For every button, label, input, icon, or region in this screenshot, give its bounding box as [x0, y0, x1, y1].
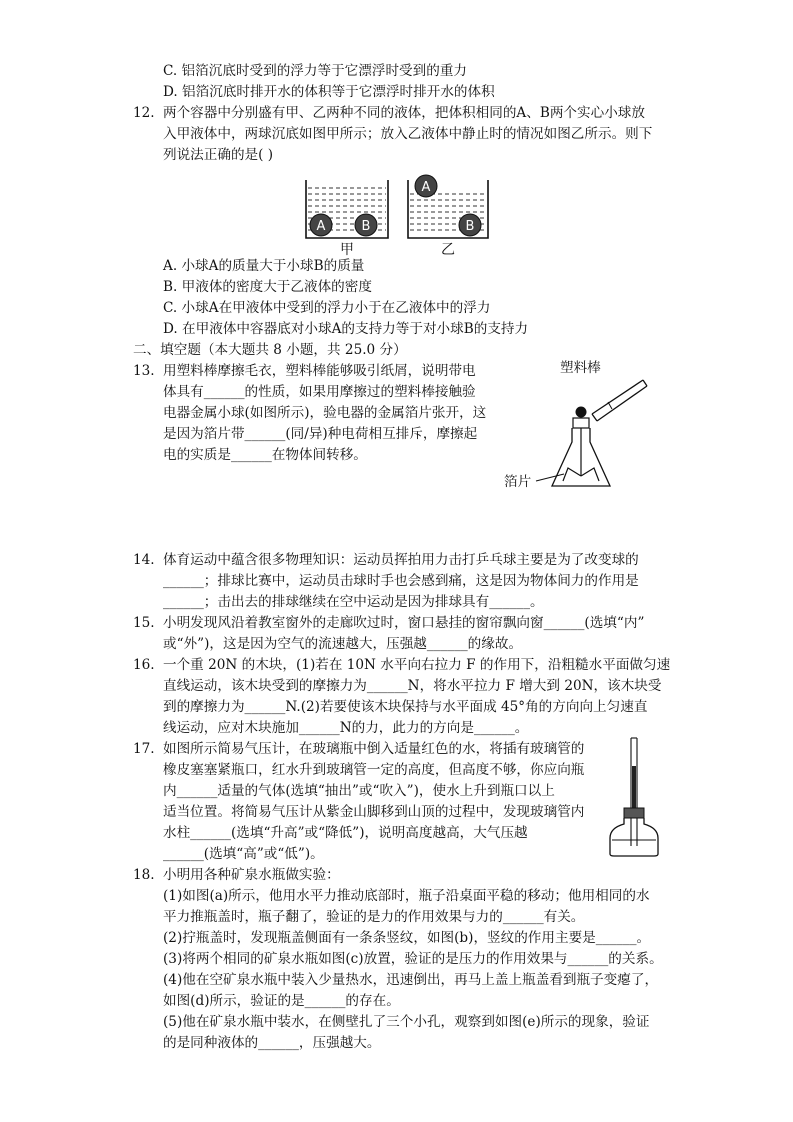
option-a: A. 小球A的质量大于小球B的质量 [163, 258, 365, 274]
glass-bottle [610, 818, 658, 856]
question-text: 两个容器中分别盛有甲、乙两种不同的液体，把体积相同的A、B两个实心小球放 [163, 105, 645, 121]
question-text: 电器金属小球(如图所示)，验电器的金属箔片张开，这 [163, 405, 487, 421]
stopper [573, 418, 589, 428]
question-text: 如图所示简易气压计，在玻璃瓶中倒入适量红色的水，将插有玻璃管的 [163, 741, 585, 757]
question-text: 如图(d)所示，验证的是______的存在。 [163, 993, 400, 1009]
question-text: (4)他在空矿泉水瓶中装入少量热水，迅速倒出，再马上盖上瓶盖看到瓶子变瘪了， [163, 972, 659, 988]
question-text: 用塑料棒摩擦毛衣，塑料棒能够吸引纸屑，说明带电 [163, 363, 476, 379]
ball-a-label: A [421, 180, 431, 195]
question-text: 电的实质是______在物体间转移。 [163, 447, 367, 463]
question-text: (5)他在矿泉水瓶中装水，在侧壁扎了三个小孔，观察到如图(e)所示的现象，验证 [163, 1014, 650, 1030]
glass-tube [631, 738, 637, 846]
question-text: 橡皮塞塞紧瓶口，红水升到玻璃管一定的高度，但高度不够，你应向瓶 [163, 762, 585, 778]
container-yi [408, 175, 488, 258]
option-b: B. 甲液体的密度大于乙液体的密度 [163, 279, 372, 295]
question-text: ______；排球比赛中，运动员击球时手也会感到痛，这是因为物体间力的作用是 [163, 573, 639, 589]
option-d-prev: D. 铝箔沉底时排开水的体积等于它漂浮时排开水的体积 [163, 84, 495, 100]
question-text: ______(选填“高”或“低”)。 [163, 846, 324, 862]
question-text: 是因为箔片带______(同/异)种电荷相互排斥，摩擦起 [163, 426, 478, 442]
container-jia [306, 180, 388, 258]
foil-left [563, 468, 581, 481]
caption-jia: 甲 [340, 242, 354, 258]
question-text: 的是同种液体的______，压强越大。 [163, 1035, 381, 1051]
question-number: 15. [133, 615, 155, 631]
question-text: 或“外”)，这是因为空气的流速越大，压强越______的缘故。 [163, 636, 523, 652]
question-text: 到的摩擦力为______N.(2)若要使该木块保持与水平面成 45°角的方向向上匀速直 [163, 699, 648, 715]
electroscope-figure [500, 356, 650, 491]
question-text: 体具有______的性质，如果用摩擦过的塑料棒接触验 [163, 384, 476, 400]
ball-b-label: B [465, 219, 475, 234]
question-text: 线运动，应对木块施加______N的力，此力的方向是______。 [163, 720, 529, 736]
rod-label: 塑料棒 [560, 360, 601, 376]
question-number: 14. [133, 552, 155, 568]
caption-yi: 乙 [441, 242, 455, 258]
question-text: (2)拧瓶盖时，发现瓶盖侧面有一条条竖纹，如图(b)，竖纹的作用主要是______。 [163, 930, 651, 946]
question-text: 体育运动中蕴含很多物理知识：运动员挥拍用力击打乒乓球主要是为了改变球的 [163, 552, 639, 568]
question-text: 适当位置。将简易气压计从紫金山脚移到山顶的过程中，发现玻璃管内 [163, 804, 585, 820]
option-c-prev: C. 铝箔沉底时受到的浮力等于它漂浮时受到的重力 [163, 63, 468, 79]
question-text: 小明发现风沿着教室窗外的走廊吹过时，窗口悬挂的窗帘飘向窗______(选填“内” [163, 615, 645, 631]
question-text: 小明用各种矿泉水瓶做实验： [163, 867, 340, 883]
question-text: (1)如图(a)所示，他用水平力推动底部时，瓶子沿桌面平稳的移动；他用相同的水 [163, 888, 650, 904]
question-text: ______；击出去的排球继续在空中运动是因为排球具有______。 [163, 594, 544, 610]
ball-b-label: B [361, 219, 371, 234]
question-number: 18. [133, 867, 155, 883]
question-text: 直线运动，该木块受到的摩擦力为______N，将水平拉力 F 增大到 20N，该木块受 [163, 678, 662, 694]
foil-label: 箔片 [504, 474, 532, 490]
question-text: 列说法正确的是( ) [163, 147, 274, 163]
question-text: 平力推瓶盖时，瓶子翻了，验证的是力的作用效果与力的______有关。 [163, 909, 585, 925]
question-text: (3)将两个相同的矿泉水瓶如图(c)放置，验证的是压力的作用效果与______的关系。 [163, 951, 663, 967]
question-text: 入甲液体中，两球沉底如图甲所示；放入乙液体中静止时的情况如图乙所示。则下 [163, 126, 653, 142]
option-c: C. 小球A在甲液体中受到的浮力小于在乙液体中的浮力 [163, 300, 491, 316]
section-heading: 二、填空题（本大题共 8 小题，共 25.0 分） [133, 342, 407, 358]
metal-ball [576, 407, 587, 418]
ball-a-label: A [316, 219, 326, 234]
option-d: D. 在甲液体中容器底对小球A的支持力等于对小球B的支持力 [163, 321, 529, 337]
question-text: 内______适量的气体(选填“抽出”或“吹入”)，使水上升到瓶口以上 [163, 783, 555, 799]
question-number: 13. [133, 363, 155, 379]
question-text: 一个重 20N 的木块，(1)若在 10N 水平向右拉力 F 的作用下，沿粗糙水平面做匀速 [163, 657, 671, 673]
question-number: 12. [133, 105, 155, 121]
rubber-stopper [624, 808, 644, 818]
plastic-rod [592, 380, 647, 421]
question-text: 水柱______(选填“升高”或“降低”)，说明高度越高，大气压越 [163, 825, 528, 841]
foil-right [581, 468, 599, 481]
q12-figure [298, 172, 494, 260]
question-number: 17. [133, 741, 155, 757]
question-number: 16. [133, 657, 155, 673]
barometer-figure [604, 736, 664, 858]
